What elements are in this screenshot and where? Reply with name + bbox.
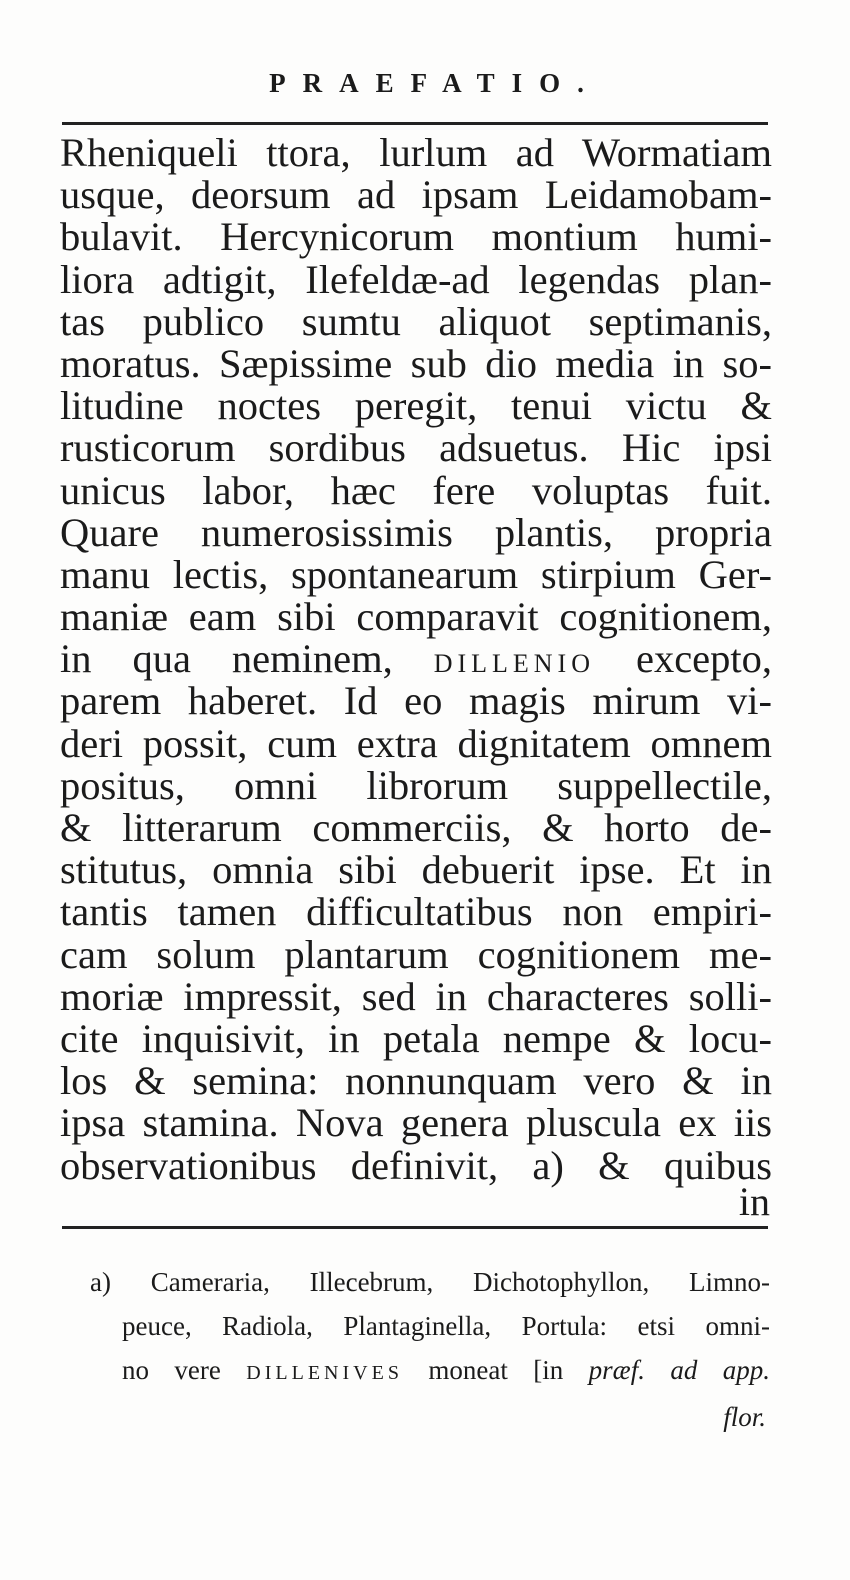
text-line: observationibus definivit, a) & quibus [60, 1142, 772, 1188]
text-line: tantis tamen difficultatibus non empiri- [60, 889, 772, 935]
text-line: manu lectis, spontanearum stirpium Ger- [60, 551, 772, 597]
text-line: deri possit, cum extra dignitatem omnem [60, 720, 772, 766]
text-line: stitutus, omnia sibi debuerit ipse. Et in [60, 847, 772, 893]
text-segment: in qua neminem, [60, 636, 393, 682]
text-line: litudine noctes peregit, tenui victu & [60, 383, 772, 429]
text-segment: excepto, [635, 636, 773, 682]
text-line-with-name [60, 638, 772, 680]
text-line: bulavit. Hercynicorum montium humi- [60, 214, 772, 260]
text-line: liora adtigit, Ilefeldæ-ad legendas plan- [60, 256, 772, 302]
footnote-segment: moneat [in [428, 1355, 564, 1385]
footnote-tail: flor. [723, 1402, 766, 1432]
text-line: moratus. Sæpissime sub dio media in so- [60, 340, 772, 386]
text-line: Quare numerosissimis plantis, propria [60, 509, 772, 555]
text-line: tas publico sumtu aliquot septimanis, [60, 298, 772, 344]
text-line: ipsa stamina. Nova genera pluscula ex iis [60, 1100, 772, 1146]
text-line: positus, omni librorum suppellectile, [60, 762, 772, 808]
running-title: PRAEFATIO. [269, 68, 601, 98]
italic-reference: præf. ad app. [588, 1355, 771, 1385]
text-line: moriæ impressit, sed in characteres solli- [60, 973, 772, 1019]
header-rule [62, 122, 768, 125]
text-line: cam solum plantarum cognitionem me- [60, 931, 772, 977]
text-line: parem haberet. Id eo magis mirum vi- [60, 678, 772, 724]
text-line: usque, deorsum ad ipsam Leidamobam- [60, 172, 772, 218]
text-line: rusticorum sordibus adsuetus. Hic ipsi [60, 425, 772, 471]
text-line: & litterarum commerciis, & horto de- [60, 805, 772, 850]
footnote-rule [62, 1226, 768, 1229]
text-line: cite inquisivit, in petala nempe & locu- [60, 1015, 772, 1061]
footnote-segment: no vere [122, 1355, 221, 1385]
text-line: Rheniqueli ttora, lurlum ad Wormatiam [60, 130, 772, 175]
text-line: unicus labor, hæc fere voluptas fuit. [60, 467, 772, 513]
footnote-line-with-name [90, 1348, 770, 1392]
main-text-block [60, 132, 772, 1187]
small-caps-name: DILLENIO [433, 649, 595, 679]
text-line: los & semina: nonnunquam vero & in [60, 1058, 772, 1104]
catchword: in [738, 1179, 770, 1224]
footnote-block [90, 1260, 770, 1392]
footnote-line: peuce, Radiola, Plantaginella, Portula: etsi omni- [122, 1311, 770, 1341]
footnote-line: a) Cameraria, Illecebrum, Dichotophyllon, Limno- [90, 1267, 770, 1297]
small-caps-name: DILLENIVES [246, 1362, 403, 1384]
text-line: maniæ eam sibi comparavit cognitionem, [60, 594, 772, 640]
